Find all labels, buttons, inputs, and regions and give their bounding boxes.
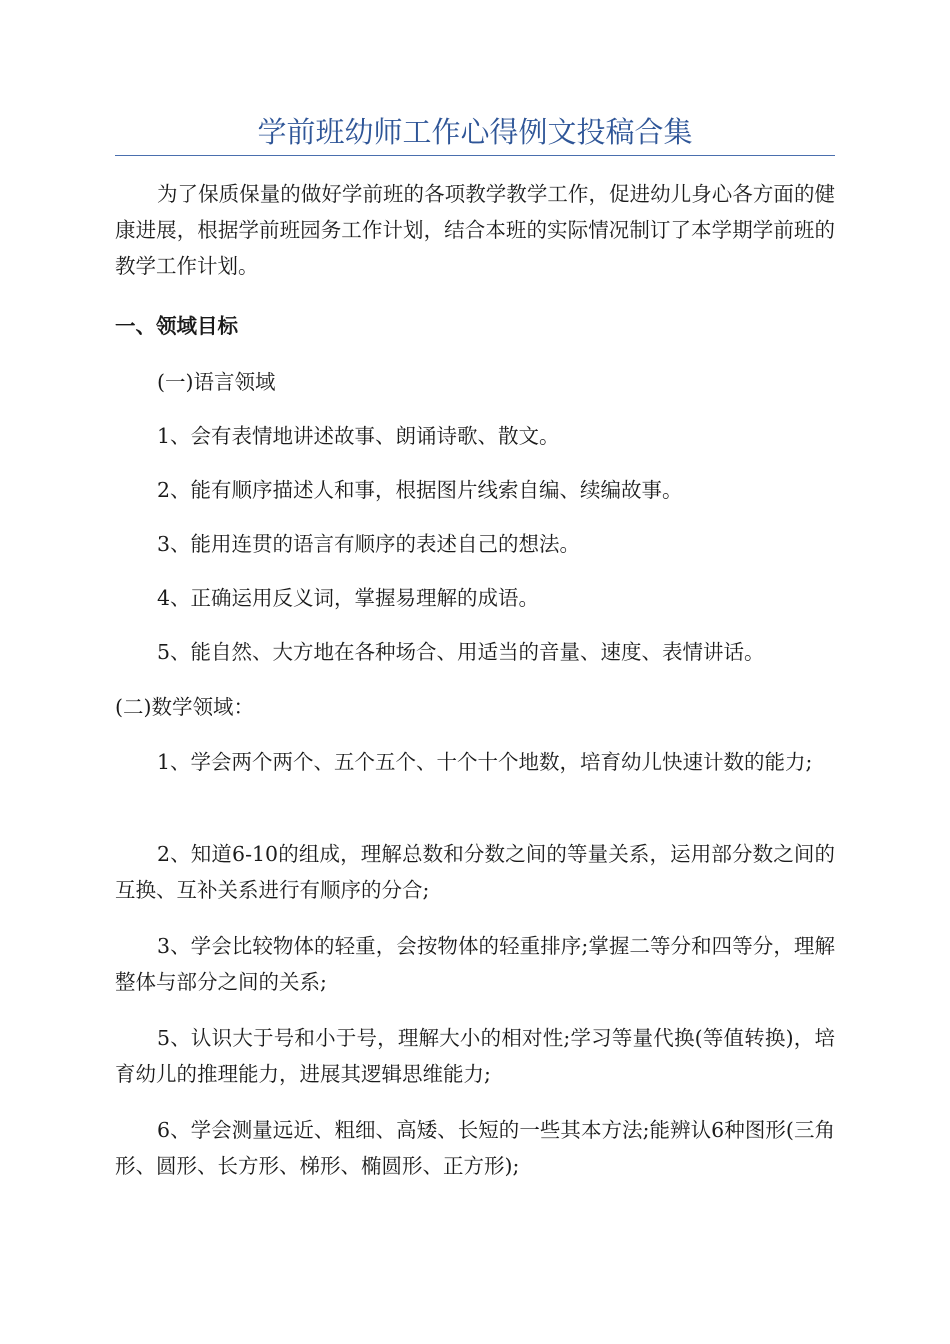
list-item: 1、会有表情地讲述故事、朗诵诗歌、散文。 xyxy=(157,424,560,448)
list-item: 2、能有顺序描述人和事，根据图片线索自编、续编故事。 xyxy=(157,478,683,502)
list-item: 6、学会测量远近、粗细、高矮、长短的一些其本方法;能辨认6种图形(三角形、圆形、长方形、梯形、椭圆形、正方形); xyxy=(115,1118,835,1178)
list-item: 1、学会两个两个、五个五个、十个十个地数，培育幼儿快速计数的能力; xyxy=(157,750,813,774)
list-item: 2、知道6-10的组成，理解总数和分数之间的等量关系，运用部分数之间的互换、互补关系进行有顺序的分合; xyxy=(115,842,835,902)
subsection-heading-math: (二)数学领域： xyxy=(115,695,254,719)
list-item: 4、正确运用反义词，掌握易理解的成语。 xyxy=(157,586,540,610)
title-underline xyxy=(115,155,835,156)
list-item: 3、能用连贯的语言有顺序的表述自己的想法。 xyxy=(157,532,581,556)
document-title: 学前班幼师工作心得例文投稿合集 xyxy=(257,115,693,149)
intro-paragraph: 为了保质保量的做好学前班的各项教学教学工作，促进幼儿身心各方面的健康进展，根据学前班园务工作计划，结合本班的实际情况制订了本学期学前班的教学工作计划。 xyxy=(115,182,835,278)
section-heading-goals: 一、领域目标 xyxy=(115,314,238,338)
list-item: 3、学会比较物体的轻重，会按物体的轻重排序;掌握二等分和四等分，理解整体与部分之间的关系; xyxy=(115,934,835,994)
list-item: 5、能自然、大方地在各种场合、用适当的音量、速度、表情讲话。 xyxy=(157,640,765,664)
list-item: 5、认识大于号和小于号，理解大小的相对性;学习等量代换(等值转换)，培育幼儿的推理能力，进展其逻辑思维能力; xyxy=(115,1026,835,1086)
subsection-heading-language: (一)语言领域 xyxy=(157,370,276,394)
